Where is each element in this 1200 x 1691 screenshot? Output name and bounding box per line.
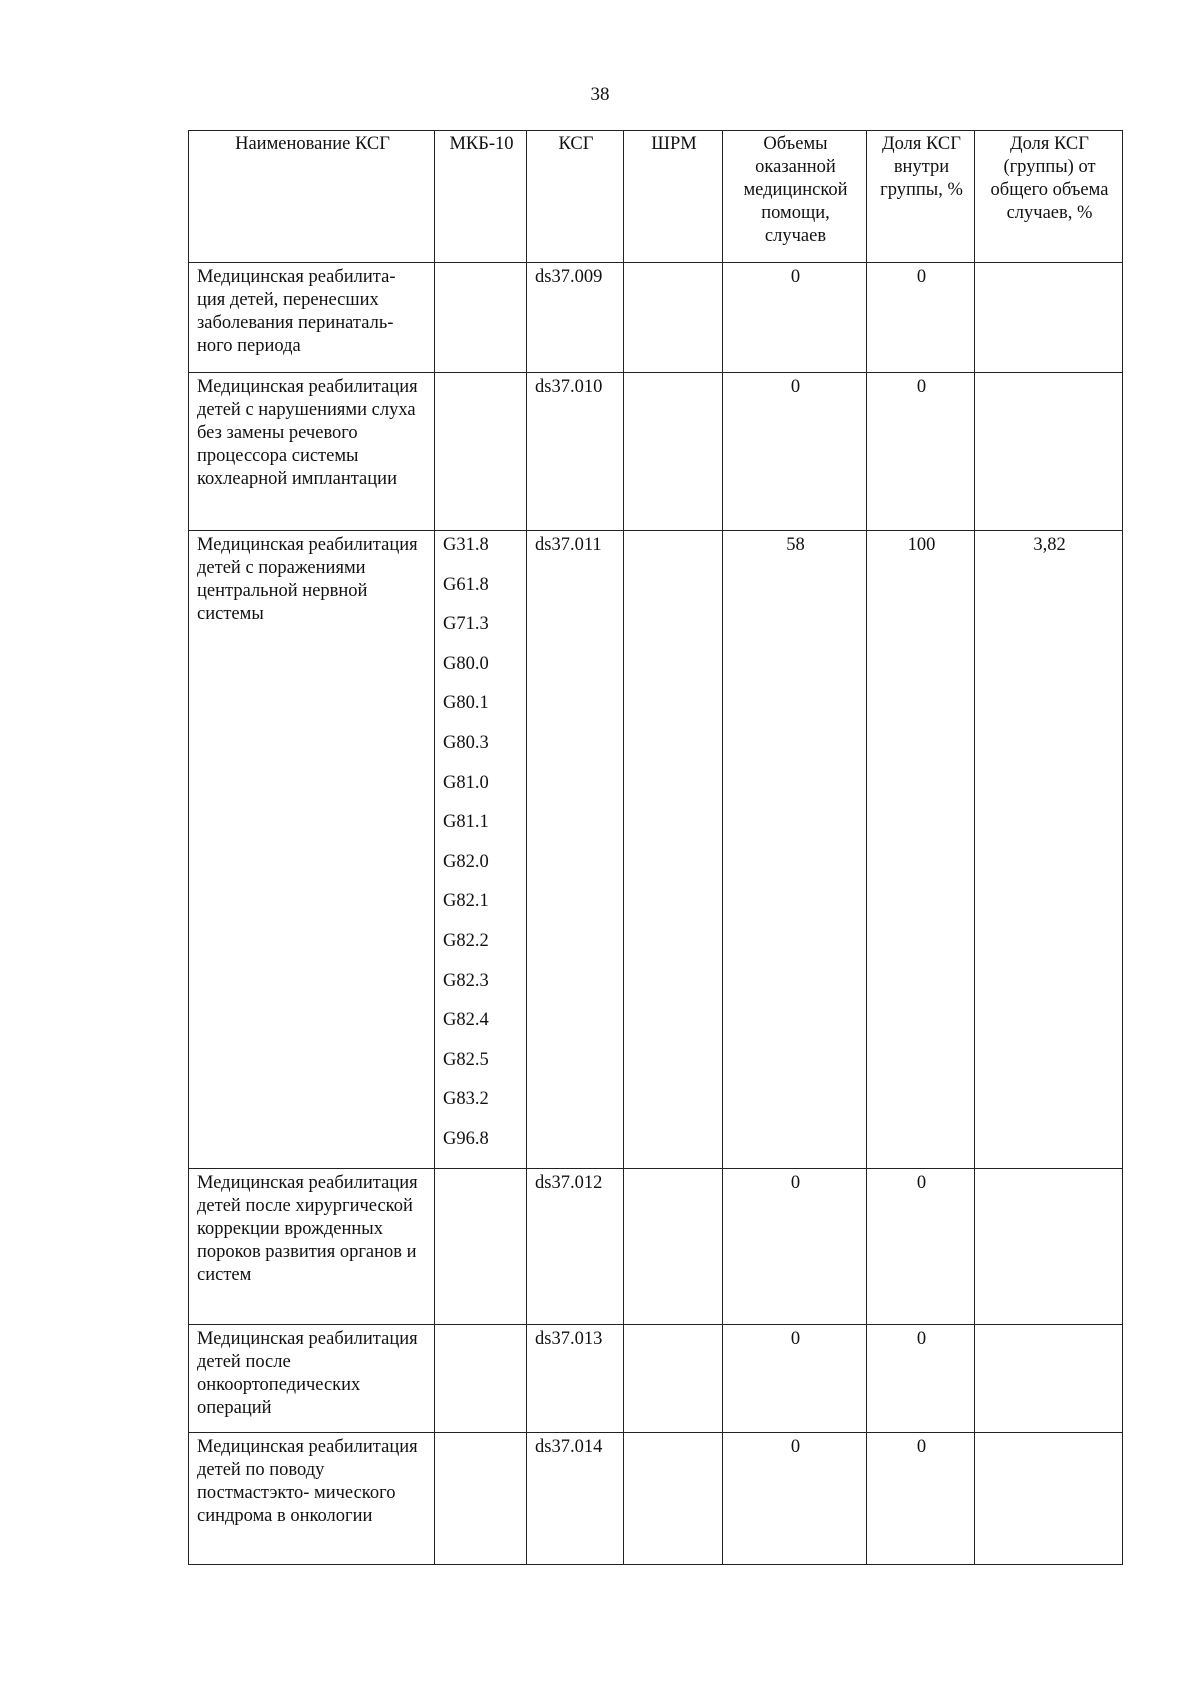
- header-ksg: КСГ: [527, 131, 624, 263]
- header-share-in-group: Доля КСГ внутри группы, %: [867, 131, 975, 263]
- shrm-cell: [624, 373, 723, 531]
- mkb-code: G81.0: [443, 772, 489, 793]
- ksg-code-cell: ds37.009: [527, 263, 624, 373]
- shrm-cell: [624, 531, 723, 1169]
- share-total-cell: [975, 373, 1123, 531]
- header-share-total: Доля КСГ (группы) от общего объема случаев, %: [975, 131, 1123, 263]
- table-row: [189, 531, 1123, 1169]
- share-in-group-cell: 0: [867, 1432, 975, 1564]
- mkb-code: G96.8: [443, 1128, 489, 1149]
- shrm-cell: [624, 1168, 723, 1324]
- mkb-cell: [435, 1168, 527, 1324]
- ksg-code-cell: ds37.014: [527, 1432, 624, 1564]
- mkb-code: G80.0: [443, 653, 489, 674]
- volume-cell: 58: [723, 531, 867, 1169]
- mkb-code: G81.1: [443, 812, 489, 833]
- share-in-group-cell: 0: [867, 373, 975, 531]
- ksg-name-cell: Медицинская реабилитация детей с нарушениями слуха без замены речевого процессора системы кохлеарной имплантации: [189, 373, 435, 531]
- table-row: [189, 1168, 1123, 1324]
- share-in-group-cell: 0: [867, 263, 975, 373]
- mkb-code: G31.8: [443, 535, 489, 555]
- mkb-code: G82.4: [443, 1010, 489, 1031]
- mkb-code: G82.0: [443, 851, 489, 872]
- table-row: [189, 373, 1123, 531]
- volume-cell: 0: [723, 263, 867, 373]
- mkb-cell: [435, 1324, 527, 1432]
- share-in-group-cell: 0: [867, 1324, 975, 1432]
- table-header-row: [189, 131, 1123, 263]
- mkb-code: G80.1: [443, 693, 489, 714]
- volume-cell: 0: [723, 1324, 867, 1432]
- table-row: [189, 1432, 1123, 1564]
- ksg-name-cell: Медицинская реабилитация детей с поражениями центральной нервной системы: [189, 531, 435, 1169]
- ksg-code-cell: ds37.012: [527, 1168, 624, 1324]
- mkb-code: G82.3: [443, 970, 489, 991]
- ksg-code-cell: ds37.010: [527, 373, 624, 531]
- mkb-code: G82.5: [443, 1049, 489, 1070]
- ksg-code-cell: ds37.011: [527, 531, 624, 1169]
- mkb-code: G83.2: [443, 1089, 489, 1110]
- mkb-code: G82.2: [443, 930, 489, 951]
- share-total-cell: [975, 1432, 1123, 1564]
- mkb-code: G61.8: [443, 574, 489, 595]
- ksg-name-cell: Медицинская реабилитация детей после хирургической коррекции врожденных пороков развития органов и систем: [189, 1168, 435, 1324]
- share-total-cell: [975, 1168, 1123, 1324]
- page-number: 38: [590, 84, 610, 105]
- mkb-code: G80.3: [443, 732, 489, 753]
- share-total-cell: [975, 263, 1123, 373]
- ksg-name-cell: Медицинская реабилита- ция детей, перенесших заболевания перинаталь- ного периода: [189, 263, 435, 373]
- share-total-cell: 3,82: [975, 531, 1123, 1169]
- share-in-group-cell: 100: [867, 531, 975, 1169]
- mkb-cell: [435, 1432, 527, 1564]
- volume-cell: 0: [723, 373, 867, 531]
- shrm-cell: [624, 1432, 723, 1564]
- mkb-cell: [435, 373, 527, 531]
- mkb-cell: [435, 263, 527, 373]
- table-row: [189, 1324, 1123, 1432]
- volume-cell: 0: [723, 1168, 867, 1324]
- ksg-table: [188, 130, 1123, 1565]
- header-shrm: ШРМ: [624, 131, 723, 263]
- shrm-cell: [624, 1324, 723, 1432]
- header-volume: Объемы оказанной медицинской помощи, случаев: [723, 131, 867, 263]
- header-mkb10: МКБ-10: [435, 131, 527, 263]
- ksg-name-cell: Медицинская реабилитация детей по поводу постмастэкто- мического синдрома в онкологии: [189, 1432, 435, 1564]
- table-row: [189, 263, 1123, 373]
- share-total-cell: [975, 1324, 1123, 1432]
- mkb-cell: [435, 531, 527, 1169]
- share-in-group-cell: 0: [867, 1168, 975, 1324]
- ksg-name-cell: Медицинская реабилитация детей после онкоортопедических операций: [189, 1324, 435, 1432]
- shrm-cell: [624, 263, 723, 373]
- mkb-code: G82.1: [443, 891, 489, 912]
- volume-cell: 0: [723, 1432, 867, 1564]
- mkb-code: G71.3: [443, 614, 489, 635]
- header-ksg-name: Наименование КСГ: [189, 131, 435, 263]
- ksg-code-cell: ds37.013: [527, 1324, 624, 1432]
